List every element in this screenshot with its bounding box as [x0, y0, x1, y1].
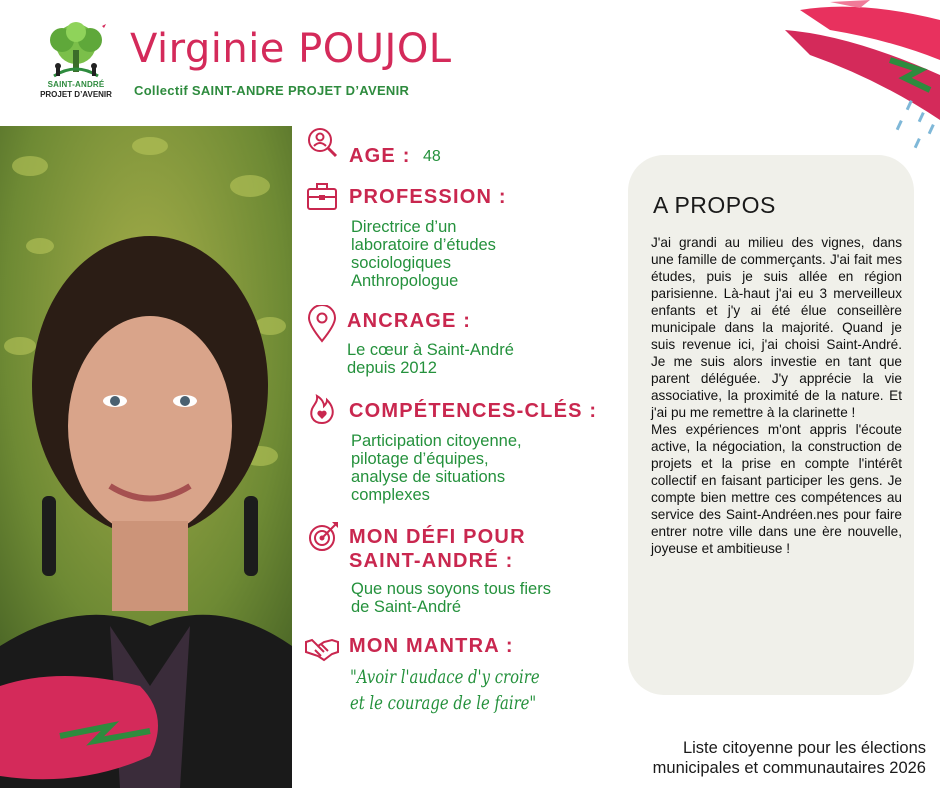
- competences-line: pilotage d’équipes,: [351, 450, 489, 468]
- defi-title-line2: SAINT-ANDRÉ :: [349, 550, 514, 572]
- handshake-icon: [304, 632, 340, 664]
- profession-line: laboratoire d’études: [351, 236, 496, 254]
- about-paragraph-1: J'ai grandi au milieu des vignes, dans une famille de commerçants. J'ai fait mes études, puis je suis allée en région parisienne. Là-haut j'ai eu 3 merveilleux enfants et j'y ai été élue conseillère municipale dans la majorité. Quand je suis revenue ici, j'ai choisi Saint-André. Je me suis alors investie en tant que parent déléguée. J'y apprécie la vie associative, la proximité de la nature. Et j'ai pu me remettre à la clarinette !: [651, 235, 902, 420]
- logo-line2: PROJET D’AVENIR: [40, 90, 112, 99]
- about-paragraph-2: Mes expériences m'ont appris l'écoute active, la négociation, la construction de projets et la prise en compte l'intérêt collectif en faisant participer les gens. Je compte bien mettre ces compétences au service des Saint-Andréen.nes pour faire entrer notre ville dans une ère nouvelle, joyeuse et ambitieuse !: [651, 422, 902, 556]
- competences-line: complexes: [351, 486, 430, 504]
- profession-title: PROFESSION :: [349, 186, 507, 208]
- mantra-line2: et le courage de le faire": [350, 692, 537, 714]
- target-icon: [308, 520, 340, 552]
- competences-text: [351, 432, 522, 504]
- age-title: AGE :: [349, 145, 411, 167]
- ancrage-title: ANCRAGE :: [347, 310, 472, 332]
- candidate-photo: [0, 126, 292, 788]
- profession-line: Anthropologue: [351, 272, 459, 290]
- ancrage-line: Le cœur à Saint-André: [347, 341, 514, 359]
- logo-line1: SAINT-ANDRÉ: [47, 80, 105, 89]
- briefcase-icon: [306, 181, 338, 213]
- decorative-brush-top-right: [770, 0, 940, 170]
- candidate-name: Virginie POUJOL: [130, 26, 452, 72]
- ancrage-text: [347, 341, 514, 377]
- ancrage-line: depuis 2012: [347, 359, 437, 377]
- defi-line: Que nous soyons tous fiers: [351, 580, 551, 598]
- footer-tagline: [653, 738, 926, 778]
- defi-line: de Saint-André: [351, 598, 462, 616]
- defi-text: [351, 580, 551, 616]
- person-search-icon: [306, 126, 338, 158]
- about-title: A PROPOS: [653, 192, 776, 218]
- about-text: [651, 234, 902, 557]
- competences-line: Participation citoyenne,: [351, 432, 522, 450]
- defi-title: [349, 525, 526, 573]
- mantra-title: MON MANTRA :: [349, 635, 514, 657]
- age-value: 48: [423, 148, 441, 165]
- competences-line: analyse de situations: [351, 468, 506, 486]
- profession-line: sociologiques: [351, 254, 451, 272]
- defi-title-line1: MON DÉFI POUR: [349, 526, 526, 548]
- tree-logo-icon: [36, 22, 116, 80]
- competences-title: COMPÉTENCES-CLÉS :: [349, 400, 598, 422]
- mantra-line1: "Avoir l'audace d'y croire: [350, 666, 540, 688]
- logo: [36, 22, 116, 104]
- mantra-quote: [350, 664, 540, 716]
- profession-text: [351, 218, 496, 290]
- flame-heart-icon: [306, 393, 338, 425]
- profession-line: Directrice d’un: [351, 218, 457, 236]
- collectif-label: Collectif SAINT-ANDRE PROJET D’AVENIR: [134, 83, 410, 98]
- footer-line1: Liste citoyenne pour les élections: [682, 739, 926, 757]
- footer-line2: municipales et communautaires 2026: [652, 759, 926, 777]
- map-pin-icon: [306, 305, 338, 343]
